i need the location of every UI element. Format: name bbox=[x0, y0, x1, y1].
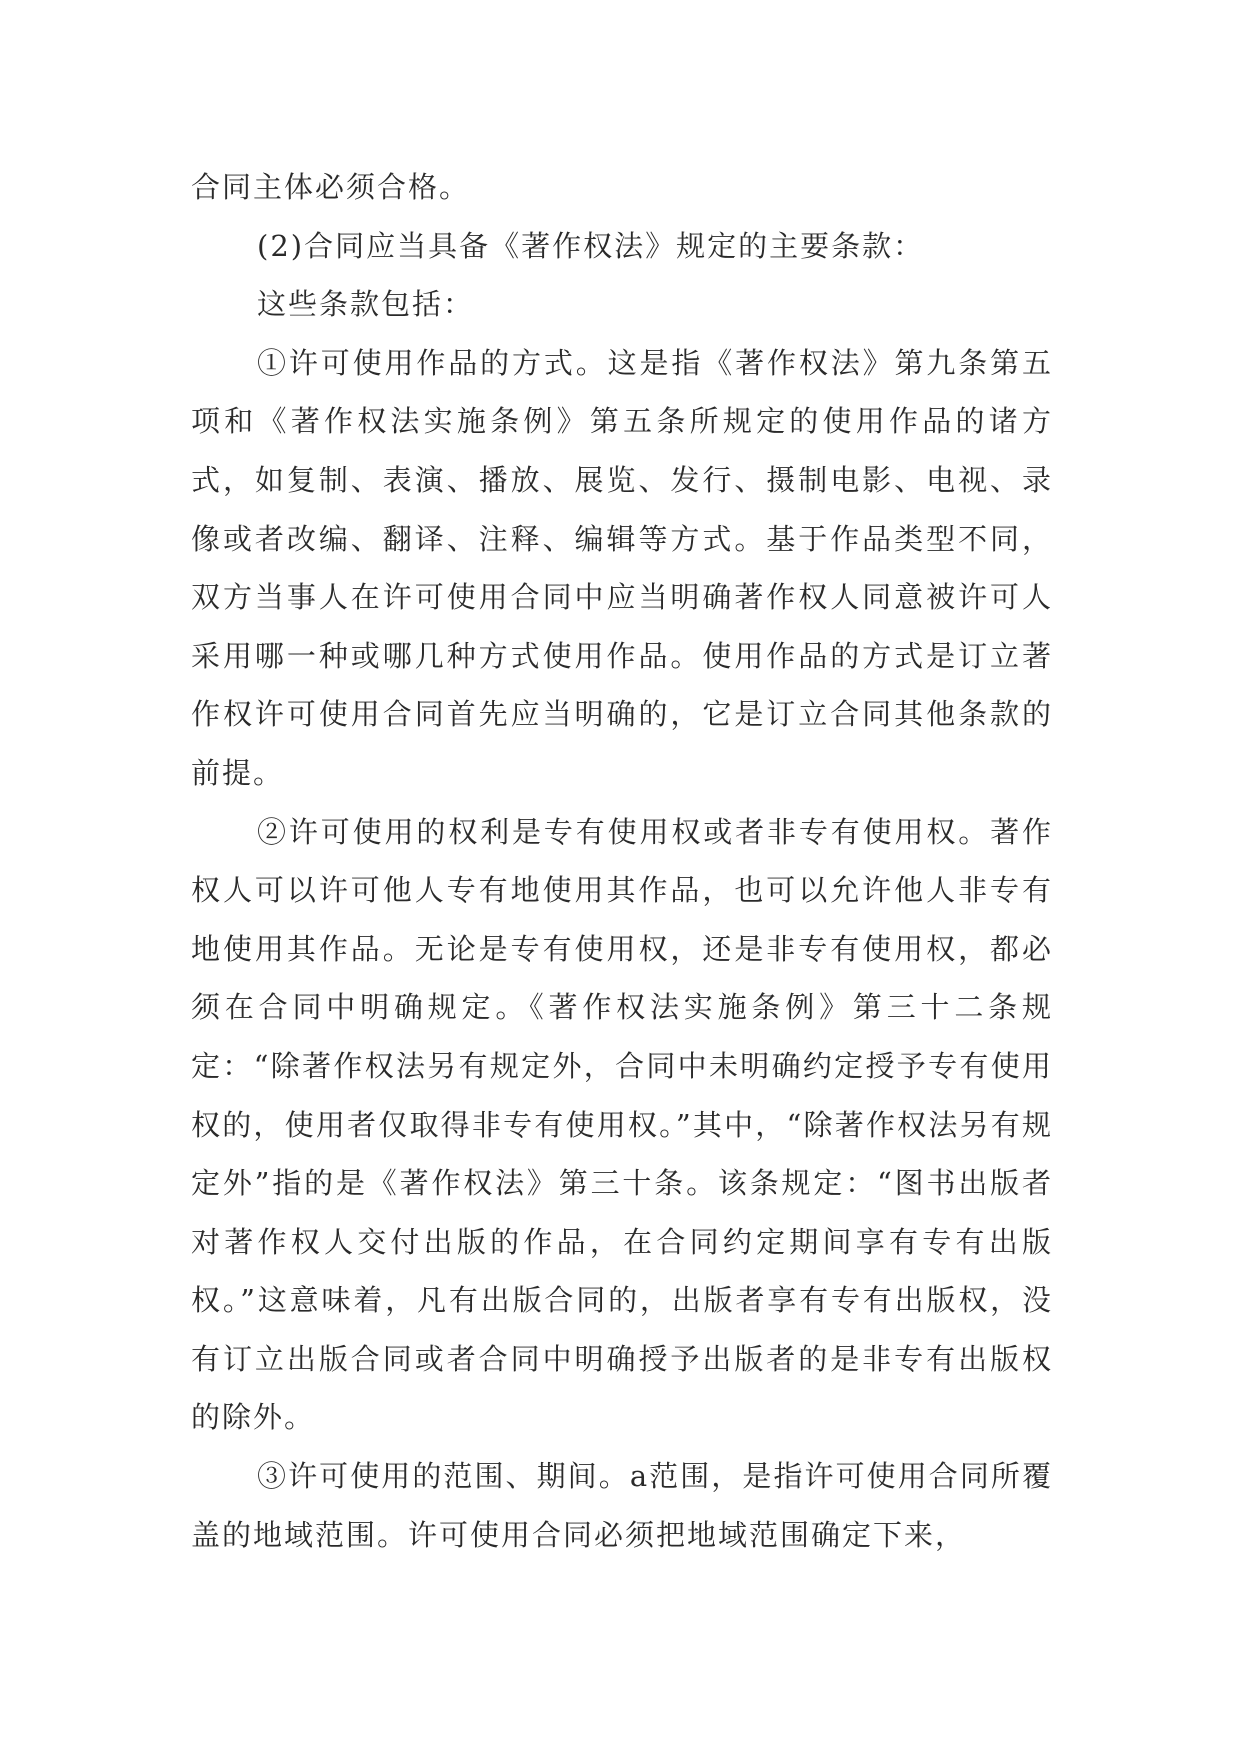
paragraph-main-clauses-heading: (2)合同应当具备《著作权法》规定的主要条款： bbox=[257, 228, 925, 263]
paragraph-item-2-exclusive-rights: ②许可使用的权利是专有使用权或者非专有使用权。著作权人可以许可他人专有地使用其作品，也可以允许他人非专有地使用其作品。无论是专有使用权，还是非专有使用权，都必须在合同中明确规定。《著作权法实施条例》第三十二条规定：“除著作权法另有规定外，合同中未明确约定授予专有使用权的，使用者仅取得非专有使用权。”其中，“除著作权法另有规定外”指的是《著作权法》第三十条。该条规定：“图书出版者对著作权人交付出版的作品，在合同约定期间享有专有出版权。”这意味着，凡有出版合同的，出版者享有专有出版权，没有订立出版合同或者合同中明确授予出版者的是非专有出版权的除外。 bbox=[191, 814, 1053, 1435]
paragraph-item-1-usage-method: ①许可使用作品的方式。这是指《著作权法》第九条第五项和《著作权法实施条例》第五条所规定的使用作品的诸方式，如复制、表演、播放、展览、发行、摄制电影、电视、录像或者改编、翻译、注释、编辑等方式。基于作品类型不同，双方当事人在许可使用合同中应当明确著作权人同意被许可人采用哪一种或哪几种方式使用作品。使用作品的方式是订立著作权许可使用合同首先应当明确的，它是订立合同其他条款的前提。 bbox=[191, 345, 1053, 790]
paragraph-clauses-include: 这些条款包括： bbox=[257, 287, 475, 322]
paragraph-contract-subject: 合同主体必须合格。 bbox=[191, 170, 471, 204]
paragraph-item-3-scope-period: ③许可使用的范围、期间。a范围，是指许可使用合同所覆盖的地域范围。许可使用合同必须把地域范围确定下来， bbox=[191, 1459, 1053, 1552]
document-body bbox=[191, 158, 1053, 1564]
